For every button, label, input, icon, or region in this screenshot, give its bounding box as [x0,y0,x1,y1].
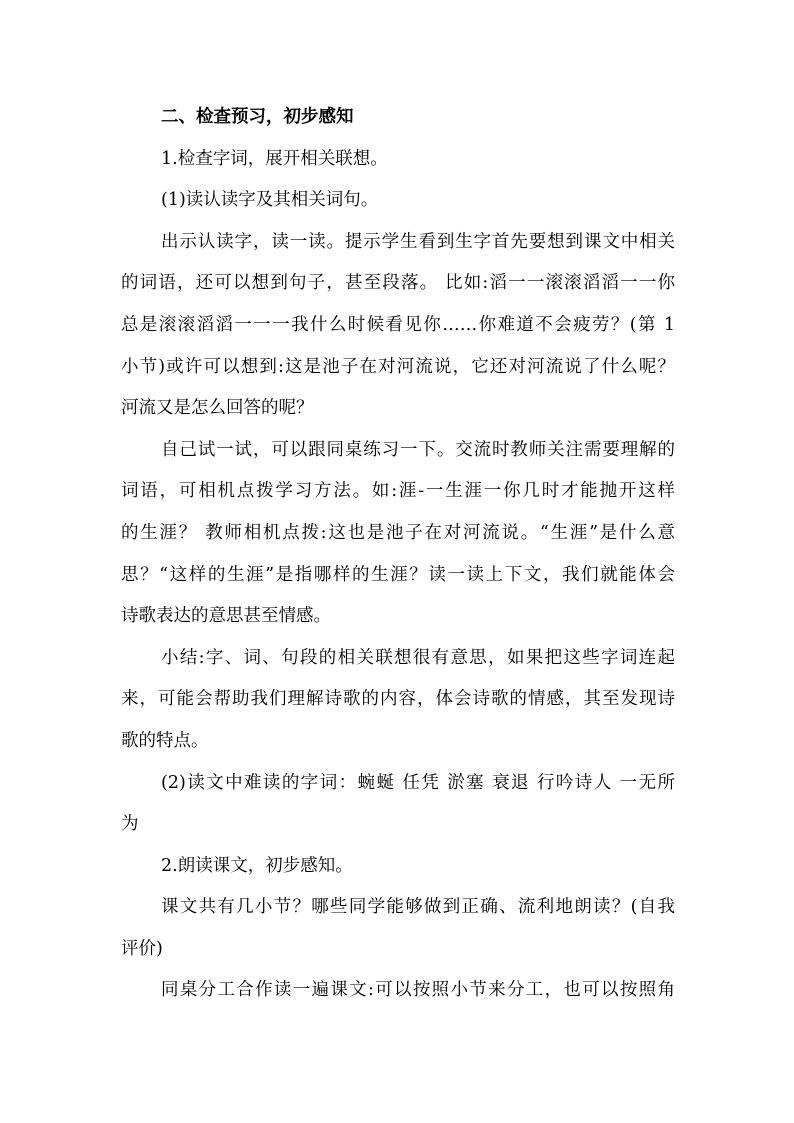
paragraph-try-yourself [0,430,794,638]
text-line: 总是滚滚滔滔一一一我什么时候看见你……你难道不会疲劳？(第 1 [121,314,675,335]
text-line: 词语，可相机点拨学习方法。如:涯-一生涯一你几时才能抛开这样 [121,481,675,502]
text-line: 小结:字、词、句段的相关联想很有意思，如果把这些字词连起 [161,647,675,668]
subsection-title-check-words: 1.检查字词，展开相关联想。 [161,148,388,169]
text-line: 的生涯？ 教师相机点拨:这也是池子在对河流说。“生涯”是什么意 [121,522,675,543]
text-line: 歌的特点。 [121,730,209,751]
text-line: (2)读文中难读的字词：蜿蜒 任凭 淤塞 衰退 行吟诗人 一无所 [161,772,675,793]
text-line: 评价) [121,938,163,959]
paragraph-desk-mates [0,970,794,1012]
text-line: 为 [121,814,139,835]
text-line: 出示认读字，读一读。提示学生看到生字首先要想到课文中相关 [161,231,675,252]
text-line: 的词语，还可以想到句子，甚至段落。 比如:滔一一滚滚滔滔一一你 [121,273,675,294]
text-line: 课文共有几小节？哪些同学能够做到正确、流利地朗读？(自我 [161,897,675,918]
subsection-title-read-aloud: 2.朗读课文，初步感知。 [161,855,353,876]
section-heading: 二、检查预习，初步感知 [161,107,354,127]
text-line: 河流又是怎么回答的呢？ [121,398,314,419]
text-line: 小节)或许可以想到:这是池子在对河流说，它还对河流说了什么呢？ [121,356,675,377]
paragraph-summary [0,638,794,763]
item-title-read-characters: (1)读认读字及其相关词句。 [161,190,379,211]
text-line: 同桌分工合作读一遍课文:可以按照小节来分工，也可以按照角 [161,980,675,1001]
text-line: 自己试一试，可以跟同桌练习一下。交流时教师关注需要理解的 [161,439,675,460]
text-line: 诗歌表达的意思甚至情感。 [121,606,331,627]
text-line: 思？“这样的生涯”是指哪样的生涯？读一读上下文，我们就能体会 [121,564,675,585]
paragraph-show-characters [0,222,794,430]
paragraph-difficult-words [0,763,794,846]
paragraph-how-many-sections [0,887,794,970]
text-line: 来，可能会帮助我们理解诗歌的内容，体会诗歌的情感，其至发现诗 [121,689,675,710]
